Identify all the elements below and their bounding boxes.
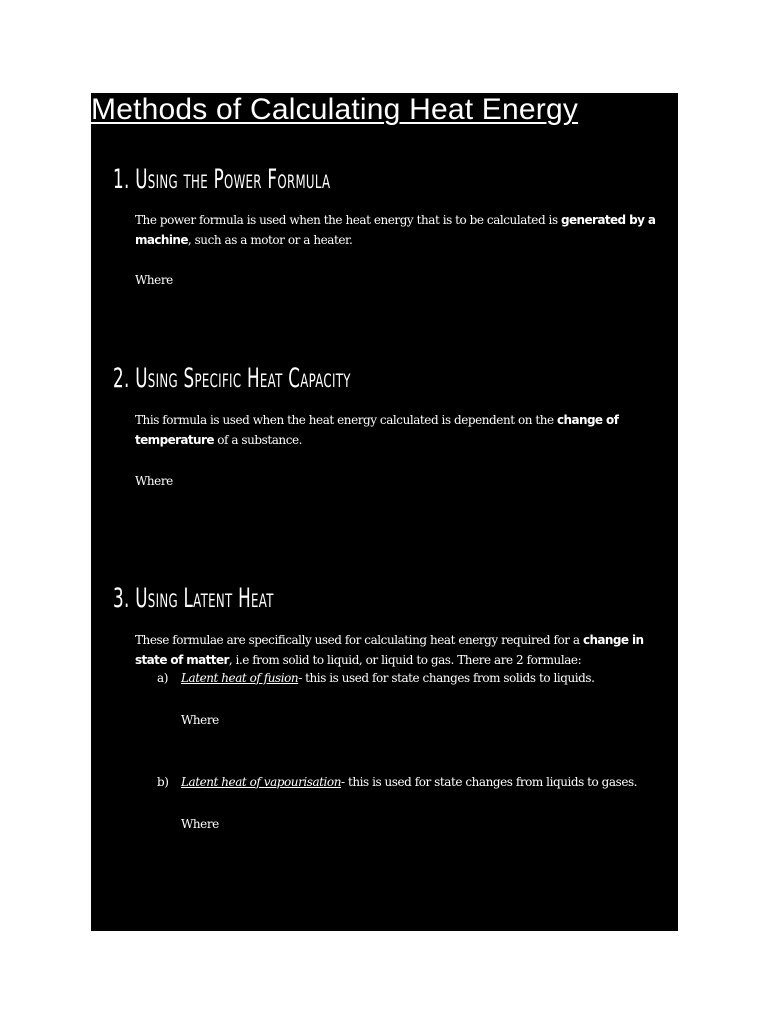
- paragraph-text: These formulae are specifically used for calculating heat energy required for a: [135, 633, 583, 647]
- paragraph-text: The power formula is used when the heat energy that is to be calculated is: [135, 213, 562, 227]
- where-label: Where: [135, 273, 173, 287]
- list-marker: a): [157, 671, 168, 685]
- list-marker: b): [157, 775, 169, 789]
- document-title: Methods of Calculating Heat Energy: [91, 93, 579, 126]
- list-item-latent-heat-fusion: [157, 668, 672, 688]
- paragraph-bold-text: generated by a machine: [135, 213, 656, 247]
- section-paragraph-power-formula: [135, 210, 670, 250]
- paragraph-text: , such as a motor or a heater.: [187, 233, 353, 247]
- where-label: Where: [135, 474, 173, 488]
- list-item-term: Latent heat of fusion: [181, 671, 299, 685]
- paragraph-bold-text: change in state of matter: [135, 633, 644, 667]
- section-paragraph-latent-heat: [135, 630, 670, 670]
- paragraph-text: This formula is used when the heat energy calculated is dependent on the: [135, 413, 558, 427]
- paragraph-text: of a substance.: [213, 433, 302, 447]
- where-label: Where: [181, 713, 219, 727]
- list-item-text: - this is used for state changes from liquids to gases.: [340, 775, 638, 789]
- section-heading-latent-heat: 3. Using Latent Heat: [113, 583, 274, 614]
- document-page: [91, 93, 678, 931]
- section-paragraph-specific-heat-capacity: [135, 410, 670, 450]
- where-label: Where: [181, 817, 219, 831]
- list-item-term: Latent heat of vapourisation: [181, 775, 341, 789]
- paragraph-text: , i.e from solid to liquid, or liquid to gas. There are 2 formulae:: [228, 653, 582, 667]
- list-item-text: - this is used for state changes from solids to liquids.: [298, 671, 595, 685]
- section-heading-power-formula: 1. Using the Power Formula: [113, 164, 331, 195]
- section-heading-specific-heat-capacity: 2. Using Specific Heat Capacity: [113, 363, 351, 394]
- list-item-latent-heat-vapourisation: [157, 772, 672, 792]
- paragraph-bold-text: change of temperature: [135, 413, 619, 447]
